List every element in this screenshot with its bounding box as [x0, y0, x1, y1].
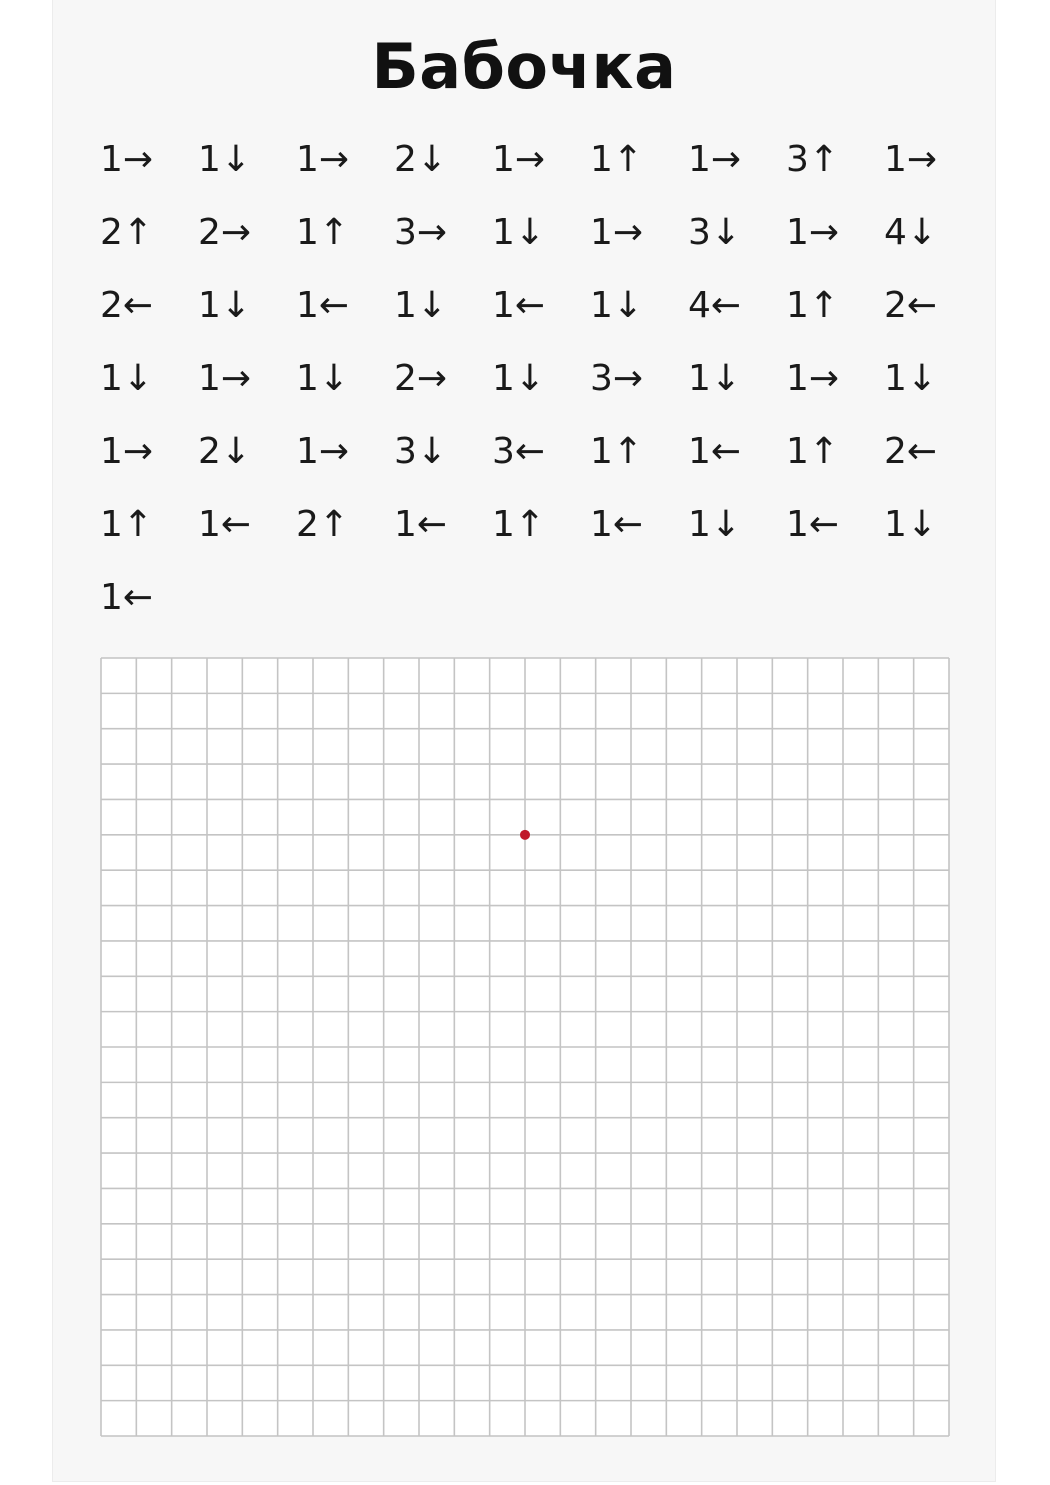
- instruction-list: [100, 134, 980, 645]
- step-instruction: 1→: [296, 139, 350, 180]
- step-instruction: 1←: [100, 577, 154, 618]
- step-instruction: 2←: [884, 431, 938, 472]
- step-instruction: 1↓: [394, 285, 448, 326]
- step-instruction: 1←: [394, 504, 448, 545]
- step-instruction: 1↓: [296, 358, 350, 399]
- grid-canvas: [100, 657, 950, 1437]
- step-instruction: 1→: [590, 212, 644, 253]
- worksheet: [52, 0, 996, 1482]
- step-instruction: 1↑: [786, 285, 840, 326]
- step-instruction: 2↓: [198, 431, 252, 472]
- step-instruction: 1↓: [100, 358, 154, 399]
- step-instruction: 1↓: [590, 285, 644, 326]
- step-instruction: 1↑: [590, 431, 644, 472]
- step-instruction: 1↑: [786, 431, 840, 472]
- step-instruction: 1↓: [688, 504, 742, 545]
- step-instruction: 1↓: [688, 358, 742, 399]
- step-instruction: 1→: [198, 358, 252, 399]
- step-instruction: 1→: [688, 139, 742, 180]
- step-instruction: 1↓: [198, 139, 252, 180]
- step-instruction: 1↓: [198, 285, 252, 326]
- step-instruction: 1→: [296, 431, 350, 472]
- step-instruction: 4↓: [884, 212, 938, 253]
- step-instruction: 1→: [100, 431, 154, 472]
- step-instruction: 1↓: [884, 358, 938, 399]
- step-instruction: 1←: [198, 504, 252, 545]
- step-instruction: 3↓: [688, 212, 742, 253]
- step-instruction: 1←: [688, 431, 742, 472]
- step-instruction: 1↓: [884, 504, 938, 545]
- step-instruction: 1↑: [492, 504, 546, 545]
- step-instruction: 1→: [884, 139, 938, 180]
- step-instruction: 1←: [492, 285, 546, 326]
- step-instruction: 4←: [688, 285, 742, 326]
- step-instruction: 1↓: [492, 212, 546, 253]
- step-instruction: 1←: [590, 504, 644, 545]
- step-instruction: 1←: [786, 504, 840, 545]
- step-instruction: 3→: [590, 358, 644, 399]
- step-instruction: 1↑: [296, 212, 350, 253]
- step-instruction: 1→: [492, 139, 546, 180]
- page-title: Бабочка: [371, 30, 677, 103]
- step-instruction: 2↑: [296, 504, 350, 545]
- step-instruction: 2→: [198, 212, 252, 253]
- step-instruction: 3←: [492, 431, 546, 472]
- step-instruction: 1→: [786, 358, 840, 399]
- step-instruction: 1↑: [100, 504, 154, 545]
- step-instruction: 2←: [100, 285, 154, 326]
- step-instruction: 1↑: [590, 139, 644, 180]
- step-instruction: 2→: [394, 358, 448, 399]
- step-instruction: 3→: [394, 212, 448, 253]
- step-instruction: 2↓: [394, 139, 448, 180]
- step-instruction: 1→: [100, 139, 154, 180]
- step-instruction: 1↓: [492, 358, 546, 399]
- step-instruction: 2↑: [100, 212, 154, 253]
- step-instruction: 1←: [296, 285, 350, 326]
- step-instruction: 2←: [884, 285, 938, 326]
- step-instruction: 3↑: [786, 139, 840, 180]
- step-instruction: 3↓: [394, 431, 448, 472]
- start-point: [520, 830, 530, 840]
- step-instruction: 1→: [786, 212, 840, 253]
- drawing-grid: [100, 657, 950, 1437]
